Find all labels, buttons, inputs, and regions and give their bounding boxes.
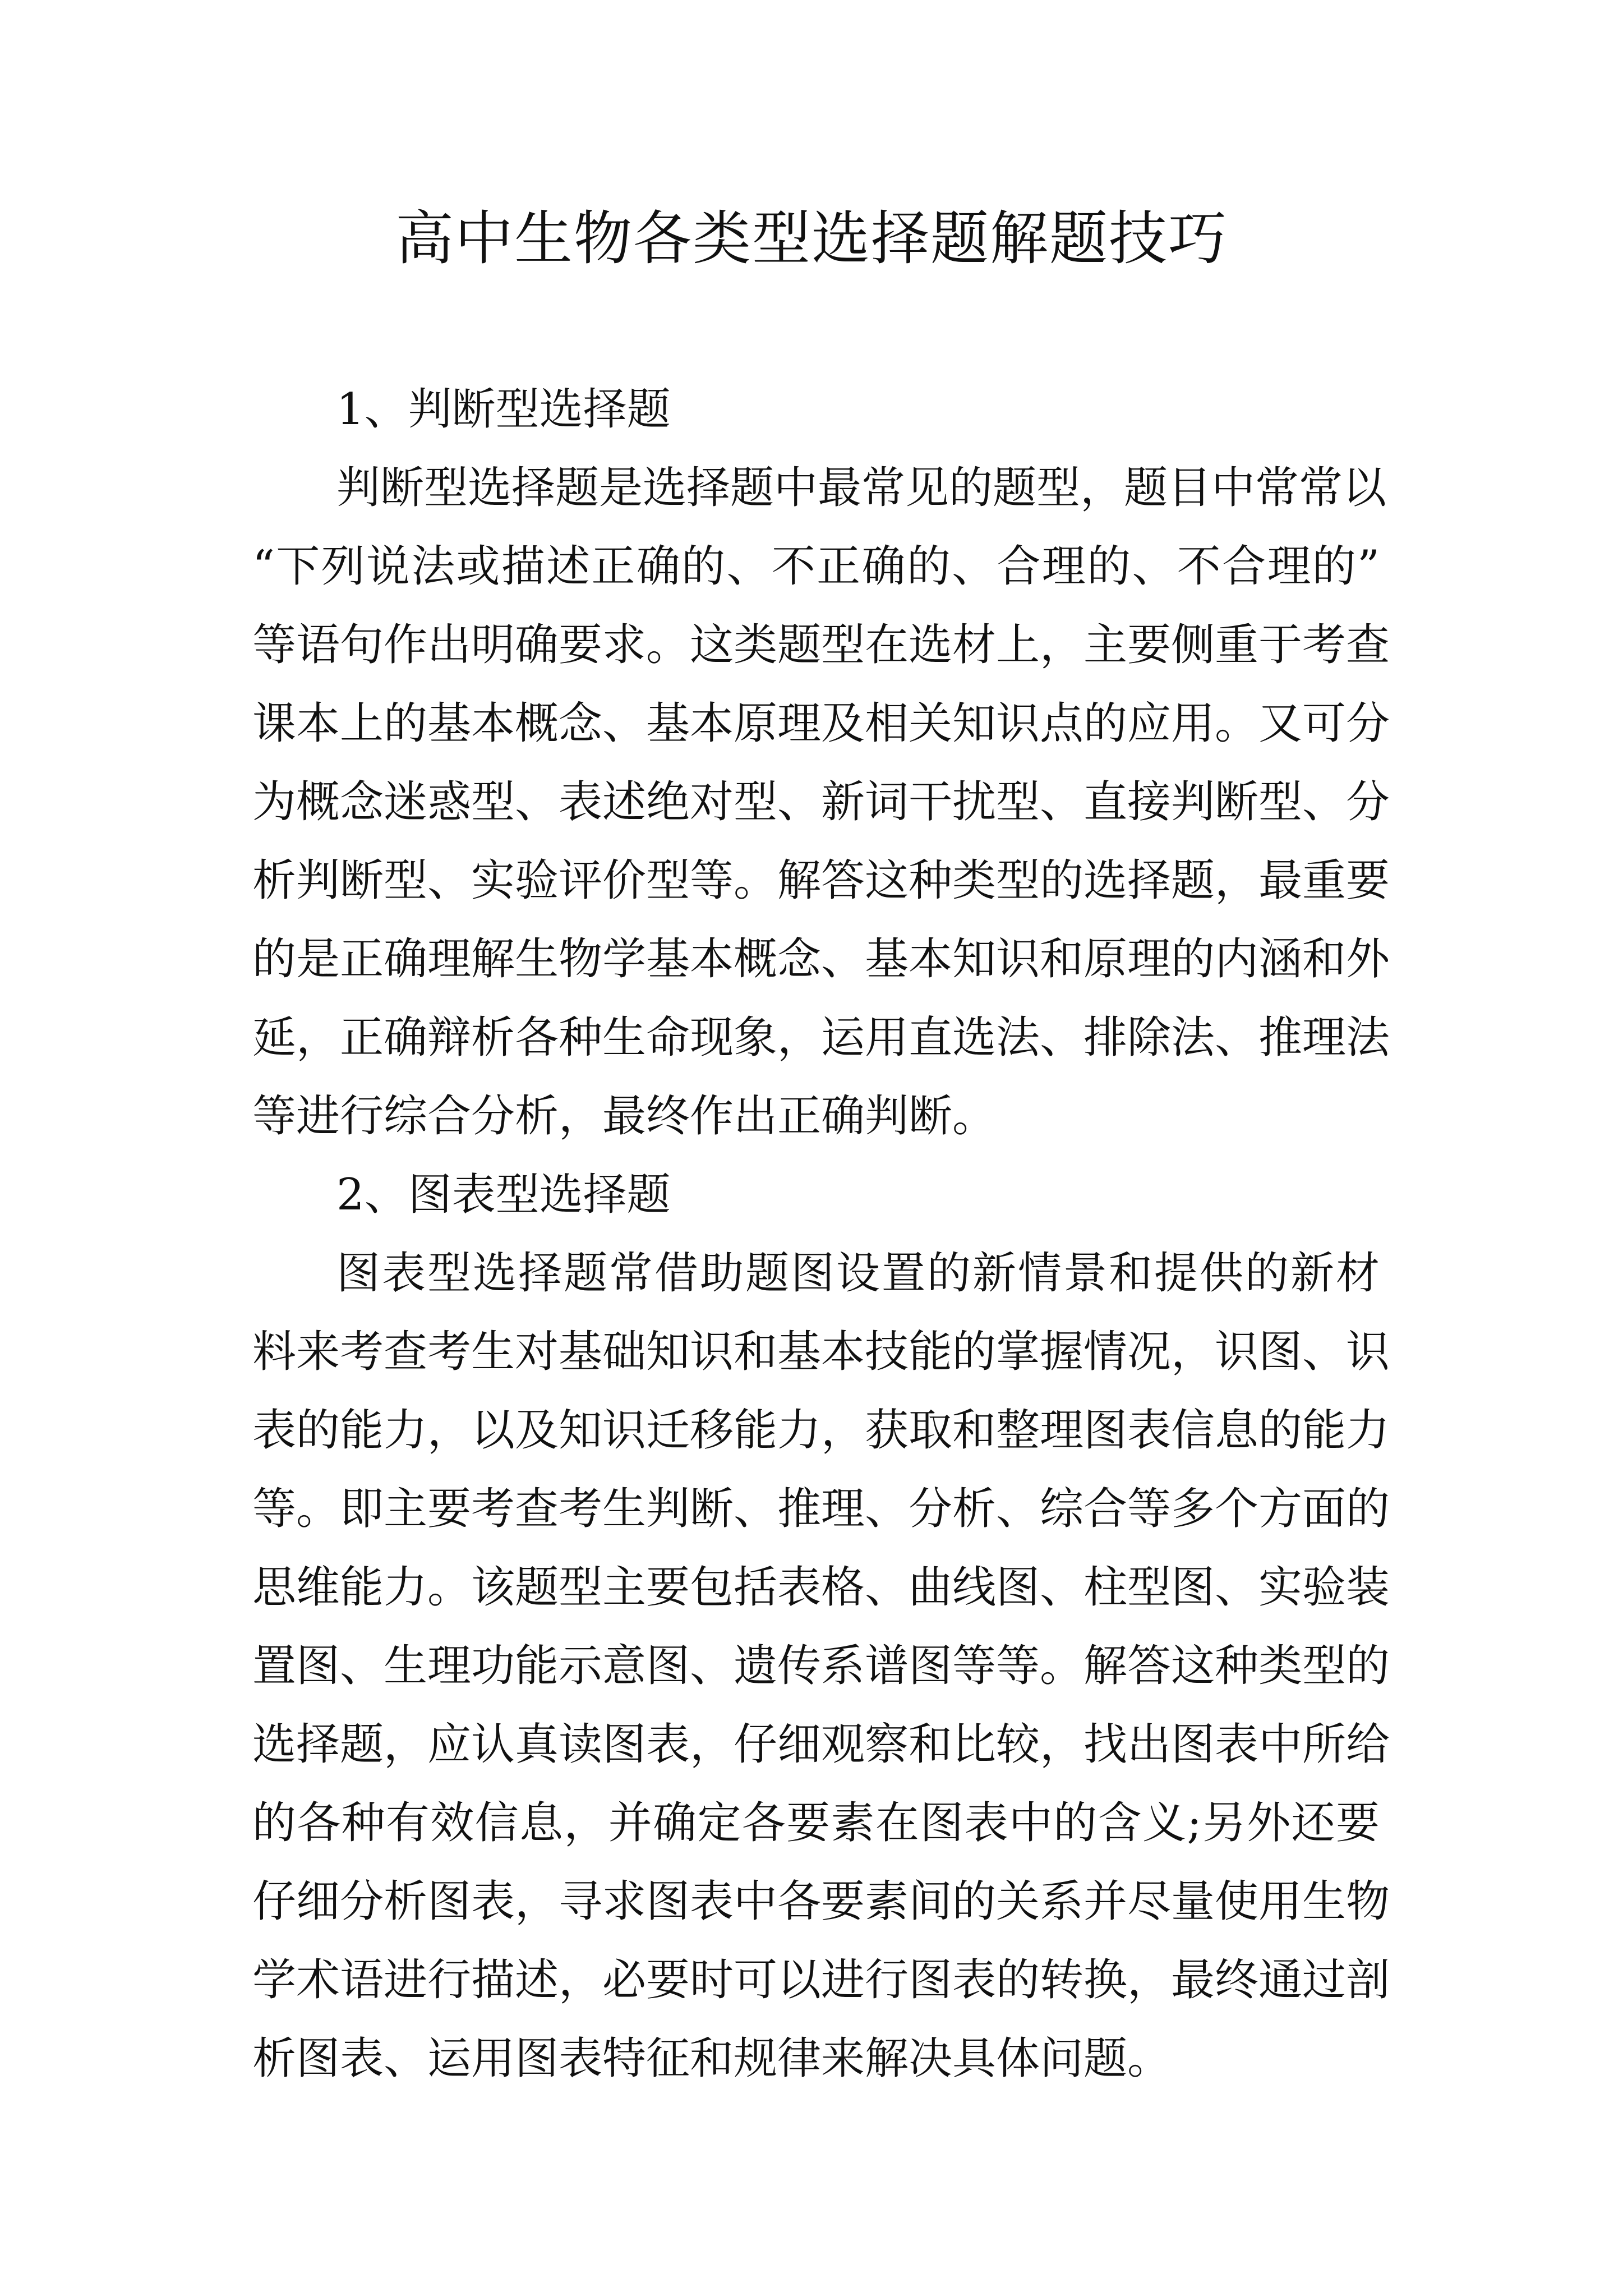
paragraph-line: 思维能力。该题型主要包括表格、曲线图、柱型图、实验装	[252, 1562, 1390, 1613]
paragraph-line: 课本上的基本概念、基本原理及相关知识点的应用。又可分	[252, 698, 1390, 749]
section-heading: 2、图表型选择题	[336, 1170, 671, 1220]
paragraph-line: 的是正确理解生物学基本概念、基本知识和原理的内涵和外	[252, 934, 1390, 984]
paragraph-line: 判断型选择题是选择题中最常见的题型，题目中常常以	[336, 463, 1387, 513]
paragraph-line: 等进行综合分析，最终作出正确判断。	[252, 1091, 997, 1142]
section-heading: 1、判断型选择题	[336, 384, 671, 435]
paragraph-line: 延，正确辩析各种生命现象，运用直选法、排除法、推理法	[252, 1013, 1390, 1063]
paragraph-line: “下列说法或描述正确的、不正确的、合理的、不合理的”	[252, 541, 1380, 592]
paragraph-line: 为概念迷惑型、表述绝对型、新词干扰型、直接判断型、分	[252, 777, 1390, 827]
paragraph-line: 等。即主要考查考生判断、推理、分析、综合等多个方面的	[252, 1484, 1390, 1534]
paragraph-line: 仔细分析图表，寻求图表中各要素间的关系并尽量使用生物	[252, 1876, 1390, 1927]
document-body	[252, 370, 1390, 2098]
paragraph-line: 析图表、运用图表特征和规律来解决具体问题。	[252, 2033, 1172, 2084]
paragraph-line: 表的能力，以及知识迁移能力，获取和整理图表信息的能力	[252, 1405, 1390, 1456]
paragraph-line: 料来考查考生对基础知识和基本技能的掌握情况，识图、识	[252, 1327, 1390, 1377]
document-title: 高中生物各类型选择题解题技巧	[395, 204, 1228, 273]
paragraph-line: 等语句作出明确要求。这类题型在选材上，主要侧重于考查	[252, 620, 1390, 670]
paragraph-line: 学术语进行描述，必要时可以进行图表的转换，最终通过剖	[252, 1955, 1390, 2005]
paragraph-line: 的各种有效信息，并确定各要素在图表中的含义;另外还要	[252, 1798, 1380, 1848]
paragraph-line: 图表型选择题常借助题图设置的新情景和提供的新材	[336, 1248, 1380, 1299]
paragraph-line: 选择题，应认真读图表，仔细观察和比较，找出图表中所给	[252, 1719, 1390, 1770]
paragraph-line: 置图、生理功能示意图、遗传系谱图等等。解答这种类型的	[252, 1641, 1390, 1691]
paragraph-line: 析判断型、实验评价型等。解答这种类型的选择题，最重要	[252, 855, 1390, 906]
